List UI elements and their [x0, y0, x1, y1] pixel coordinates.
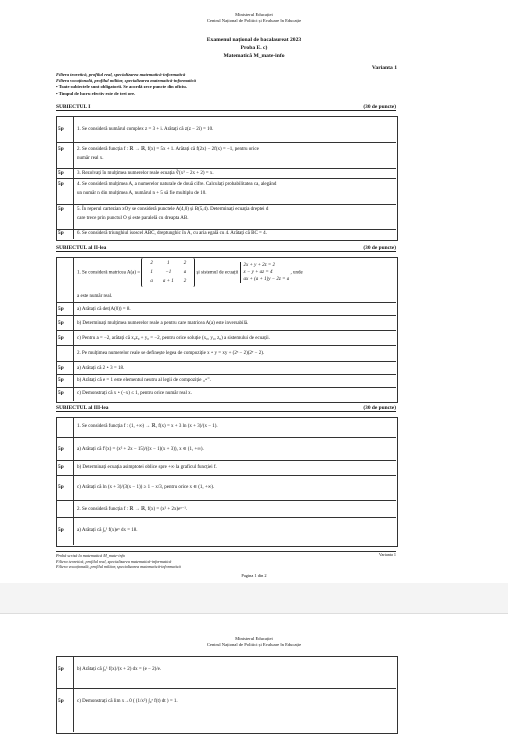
score-s3-2c: 5p [58, 698, 64, 704]
s3-2b: b) Arătați că ∫₀¹ f(x)/(x + 2) dx = (e − 2)/e. [77, 667, 162, 672]
s1-item-1: 1. Se consideră numărul complex z = 3 + i. Arătați că z(z − 2i) = 10. [77, 127, 214, 132]
score-s2-2a: 5p [58, 365, 64, 371]
s1-item-5a: 5. În reperul cartezian xOy se consideră punctele A(4,0) și B(5,4). Determinați ecuația dreptei d [77, 207, 269, 212]
score-s1-4: 5p [58, 181, 64, 187]
score-s3-2b: 5p [58, 666, 64, 672]
s3-2c: c) Demonstrați că lim x→0 ( (1/x²) ∫₀ˣ f(t) dt ) = 1. [77, 699, 178, 704]
meta-line-2: Filiera vocațională, profilul militar, specializarea matematică-informatică [56, 78, 196, 83]
s3-1c: c) Arătați că ln (x + 3)/(3(x − 1)) ≥ 1 − x/3, pentru orice x ∈ (1, +∞). [77, 485, 215, 490]
section-3-header: SUBIECTUL al III-lea (30 de puncte) [56, 405, 396, 411]
s2-intro-1: 1. Se consideră matricea A(a) = 2 1 2 1 −1 a a a + 1 2 și sistemul de ecuații 2x + y + 2z = 2 x − y + az = 4 ax + (a + 1)y − 2z = a , unde [77, 258, 393, 287]
score-s1-6: 5p [58, 230, 64, 236]
section-1-header: SUBIECTUL I (30 de puncte) [56, 104, 396, 110]
equation-system: 2x + y + 2z = 2 x − y + az = 4 ax + (a + 1)y − 2z = a [240, 262, 290, 283]
s2-1c: c) Pentru a = −2, arătați că x₀z₀ + y₀ = −2, pentru orice soluție (x₀, y₀, z₀) a sistemului de ecuații. [77, 336, 270, 341]
s1-item-2a: 2. Se consideră funcția f : ℝ → ℝ, f(x) = 5x + 1. Arătați că f(2x) − 2f(x) = −1, pentru orice [77, 147, 259, 152]
score-s3-1a: 5p [58, 446, 64, 452]
score-s1-1: 5p [58, 126, 64, 132]
s1-item-6: 6. Se consideră triunghiul isoscel ABC, dreptunghic în A, cu aria egală cu 4. Arătați că BC = 4. [77, 231, 267, 236]
score-s2-2b: 5p [58, 377, 64, 383]
section-2-header: SUBIECTUL al II-lea (30 de puncte) [56, 245, 396, 251]
score-s2-1b: 5p [58, 320, 64, 326]
score-s1-3: 5p [58, 170, 64, 176]
s1-item-2b: număr real x. [77, 156, 104, 161]
s2-intro-1-cont: a este număr real. [77, 294, 113, 299]
meta-line-1: Filiera teoretică, profilul real, specializarea matematică-informatică [56, 72, 186, 77]
score-s1-5: 5p [58, 206, 64, 212]
s3-intro-2: 2. Se consideră funcția f : ℝ → ℝ, f(x) = (x² + 2x)eˣ⁻¹. [77, 507, 188, 512]
s2-2a: a) Arătați că 2 ∘ 3 = 18. [77, 366, 125, 371]
score-s3-1b: 5p [58, 464, 64, 470]
score-s2-1a: 5p [58, 306, 64, 312]
variant-label: Varianta 1 [371, 65, 397, 71]
s2-1b: b) Determinați mulțimea numerelor reale a pentru care matricea A(a) este inversabilă. [77, 321, 249, 326]
center-header-2: Centrul Național de Politici și Evaluare în Educație [206, 642, 302, 647]
s3-2a: a) Arătați că ∫₀¹ f(x)eˣ dx = 18. [77, 528, 138, 533]
score-s2-2c: 5p [58, 390, 64, 396]
ministry-header-2: Ministerul Educației [235, 636, 273, 641]
s1-item-5b: care trece prin punctul O și este paralelă cu dreapta AB. [77, 216, 189, 221]
s2-2b: b) Arătați că e = 1 este elementul neutru al legii de compoziție „∘”. [77, 378, 211, 383]
s1-item-3: 3. Rezolvați în mulțimea numerelor reale ecuația ∛(x³ − 2x + 2) = x. [77, 171, 214, 176]
s2-intro-2: 2. Pe mulțimea numerelor reale se definește legea de compoziție x ∘ y = xy + (2ˣ − 2)(2ʸ − 2). [77, 351, 265, 356]
s3-1a: a) Arătați că f′(x) = (x² + 2x − 15)/((x − 1)(x + 3)), x ∈ (1, +∞). [77, 447, 204, 452]
matrix-A: 2 1 2 1 −1 a a a + 1 2 [141, 258, 195, 287]
s1-item-4b: un număr n din mulțimea A, numărul n + 5 să fie multiplu de 10. [77, 191, 207, 196]
s2-2c: c) Demonstrați că x ∘ (−x) ≤ 1, pentru orice număr real x. [77, 391, 192, 396]
rule-bullet-1: • Toate subiectele sunt obligatorii. Se acordă zece puncte din oficiu. [56, 84, 188, 89]
exam-title: Examenul național de bacalaureat 2023 [206, 37, 302, 43]
rule-bullet-2: • Timpul de lucru efectiv este de trei ore. [56, 91, 136, 96]
score-s3-2a: 5p [58, 527, 64, 533]
s3-1b: b) Determinați ecuația asimptotei oblice spre +∞ la graficul funcției f. [77, 465, 217, 470]
score-s1-2: 5p [58, 146, 64, 152]
s3-intro-1: 1. Se consideră funcția f : (1, +∞) → ℝ, f(x) = x + 3 ln (x + 3)/(x − 1). [77, 424, 218, 429]
exam-proba: Proba E. c) [240, 45, 268, 51]
score-s3-1c: 5p [58, 484, 64, 490]
center-header: Centrul Național de Politici și Evaluare în Educație [206, 18, 302, 23]
s2-1a: a) Arătați că det(A(0)) = 8. [77, 307, 131, 312]
exam-page-2 [0, 613, 508, 750]
page-footer: Probă scrisă la matematică M_mate-info Varianta 1 Filiera teoretică, profilul real, specializarea matematică-informatică Filiera vocațională, profilul militar, specializarea matematică-informatică [56, 552, 396, 569]
s1-item-4a: 4. Se consideră mulțimea A, a numerelor naturale de două cifre. Calculați probabilitatea ca, alegând [77, 182, 277, 187]
exam-subject: Matematică M_mate-info [223, 53, 285, 59]
score-s2-1c: 5p [58, 335, 64, 341]
ministry-header: Ministerul Educației [235, 12, 273, 17]
page-number: Pagina 1 din 2 [241, 573, 267, 578]
